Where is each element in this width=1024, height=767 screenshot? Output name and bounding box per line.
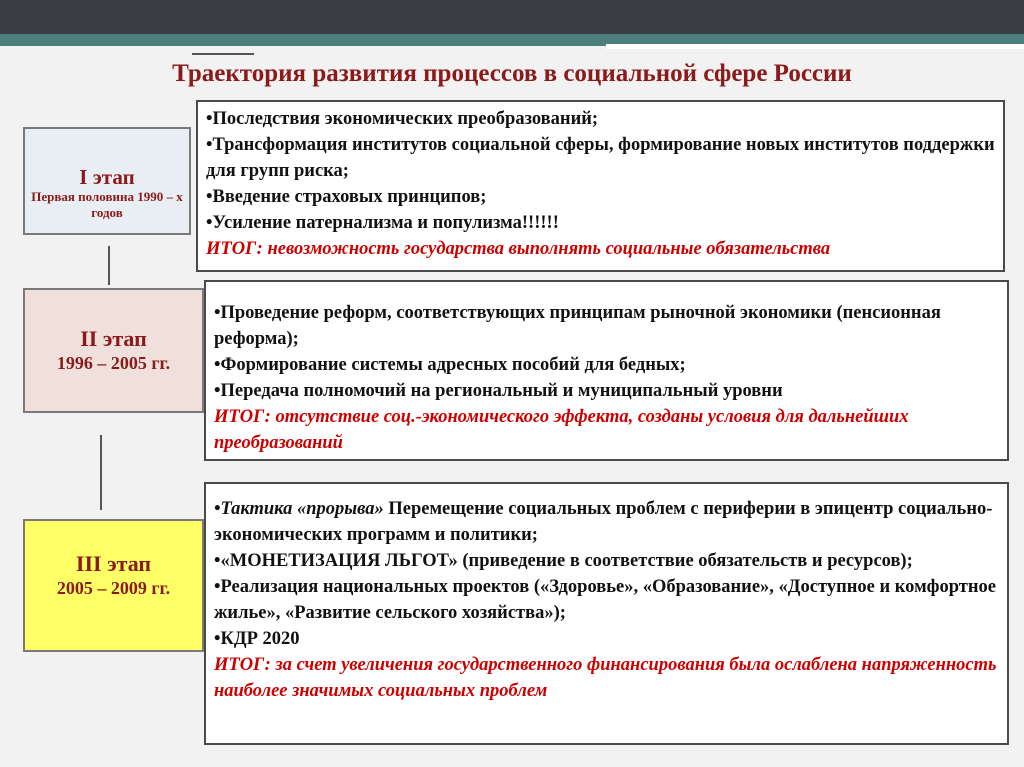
stage-name: III этап	[75, 551, 152, 576]
list-item: •Введение страховых принципов;	[206, 187, 487, 207]
stage-box-2	[23, 288, 204, 413]
title-rule	[192, 53, 254, 55]
stage-period: 1996 – 2005 гг.	[56, 353, 171, 373]
stage-connector	[100, 435, 102, 510]
stage-period: 2005 – 2009 гг.	[56, 578, 171, 598]
list-item: •Передача полномочий на региональный и муниципальный уровни	[214, 381, 783, 401]
list-item: •«МОНЕТИЗАЦИЯ ЛЬГОТ» (приведение в соответствие обязательств и ресурсов);	[214, 551, 913, 571]
list-item: •Реализация национальных проектов («Здоровье», «Образование», «Доступное и комфортное жилье», «Развитие сельского хозяйства»);	[214, 577, 996, 623]
stage-content-1	[196, 100, 1005, 272]
header-band-dark	[0, 0, 1024, 34]
list-item: •Формирование системы адресных пособий для бедных;	[214, 355, 686, 375]
stage-connector	[108, 246, 110, 285]
list-item: •Трансформация институтов социальной сферы, формирование новых институтов поддержки для групп риска;	[206, 135, 995, 181]
stage-content-2	[204, 280, 1009, 461]
list-item-lead: •Тактика «прорыва»	[214, 499, 384, 519]
stage-result: ИТОГ: за счет увеличения государственного финансирования была ослаблена напряженность наиболее значимых социальных проблем	[214, 655, 997, 701]
list-item: •Проведение реформ, соответствующих принципам рыночной экономики (пенсионная реформа);	[214, 303, 941, 349]
stage-content-3	[204, 482, 1009, 745]
list-item	[214, 496, 1001, 548]
list-item: •Усиление патернализма и популизма!!!!!!	[206, 213, 559, 233]
stage-result: ИТОГ: отсутствие соц.-экономического эффекта, созданы условия для дальнейших преобразований	[214, 407, 909, 453]
list-item: •Последствия экономических преобразований;	[206, 109, 599, 129]
list-item-text: Перемещение социальных проблем с периферии в эпицентр социально-экономических программ и политики;	[214, 499, 993, 545]
header-band-highlight	[606, 44, 1024, 49]
list-item: •КДР 2020	[214, 629, 300, 649]
stage-box-1	[23, 127, 191, 235]
stage-name: II этап	[80, 326, 147, 351]
stage-name: I этап	[79, 165, 135, 189]
stage-result: ИТОГ: невозможность государства выполнять социальные обязательства	[206, 239, 831, 259]
slide-title: Траектория развития процессов в социальной сфере России	[172, 60, 852, 87]
stage-period: Первая половина 1990 – х годов	[31, 189, 183, 220]
stage-box-3	[23, 519, 204, 652]
